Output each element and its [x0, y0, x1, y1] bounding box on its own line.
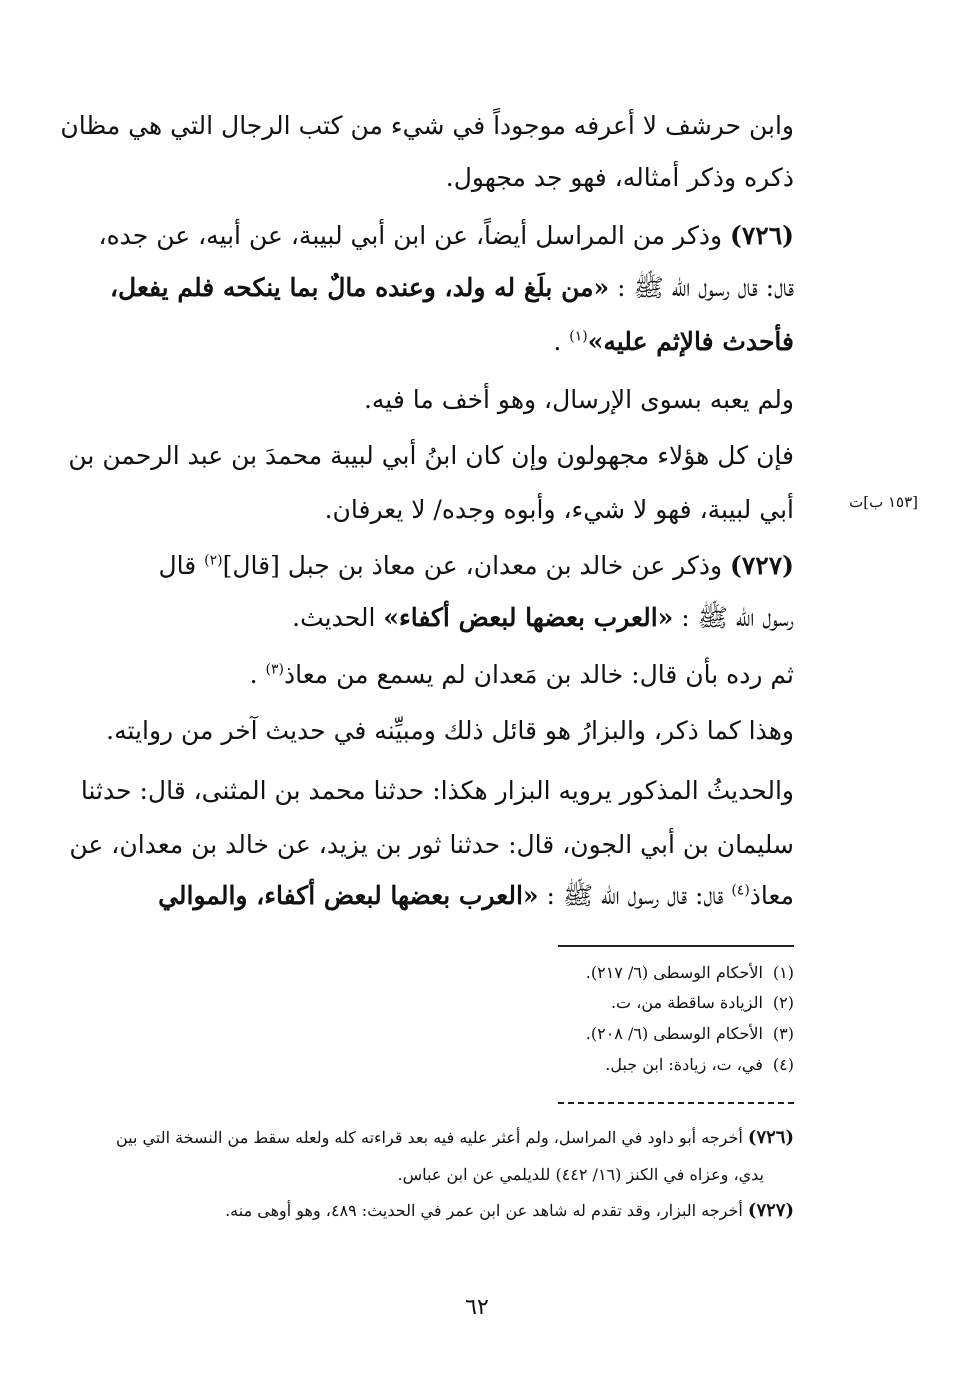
footnote-number: (٤): [772, 1055, 794, 1074]
footnote-number: (٢): [772, 993, 794, 1012]
takhrij-note-2: [154, 1198, 794, 1224]
hadith-text: «من بلَغ له ولد، وعنده مالٌ بما ينكحه فلم يفعل،: [109, 273, 610, 302]
body-line-1: [60, 106, 794, 146]
body-line-10: [164, 598, 794, 638]
body-text: أبي لبيبة، فهو لا شيء، وأبوه وجده/ لا يعرفان.: [324, 495, 794, 524]
body-line-9: [158, 546, 794, 586]
body-text: وابن حرشف لا أعرفه موجوداً في شيء من كتب الرجال التي هي مظان: [60, 111, 794, 140]
body-text: ذكره وذكر أمثاله، فهو جد مجهول.: [445, 163, 794, 192]
note-text: يدي، وعزاه في الكنز (١٦/ ٤٤٢) للديلمي عن ابن عباس.: [397, 1165, 764, 1184]
footnote-1: [194, 960, 794, 986]
footnote-number: (٣): [772, 1024, 794, 1043]
body-line-5: [164, 322, 794, 362]
hadith-number: (٧٢٦): [730, 221, 794, 250]
body-text: ولم يعبه بسوى الإرسال، وهو أخف ما فيه.: [363, 385, 794, 414]
body-line-7: [68, 436, 794, 476]
hadith-number: (٧٢٧): [730, 551, 794, 580]
body-text: .: [249, 660, 258, 689]
body-text: الحديث.: [292, 603, 376, 632]
body-text: معاذ: [749, 881, 794, 910]
body-text: والحديثُ المذكور يرويه البزار هكذا: حدثنا محمد بن المثنى، قال: حدثنا: [80, 776, 794, 805]
hadith-text: «العرب بعضها لبعض أكفاء»: [383, 603, 674, 632]
note-number: (٧٢٦): [747, 1127, 794, 1148]
note-number: (٧٢٧): [747, 1200, 794, 1221]
body-text: .: [553, 327, 562, 356]
footnote-number: (١): [772, 963, 794, 982]
body-line-15: [158, 876, 794, 916]
body-line-6: [164, 380, 794, 420]
body-line-12: [106, 711, 794, 751]
manuscript-margin-note: [١٥٣ ب]ت: [849, 493, 918, 511]
hadith-text: فأحدث فالإثم عليه»: [587, 327, 794, 356]
footnote-ref: (٢): [204, 552, 223, 569]
body-line-3: [98, 216, 794, 256]
body-line-2: [164, 158, 794, 198]
footnote-2: [194, 990, 794, 1016]
body-text: قال: [158, 551, 197, 580]
body-line-11: [164, 655, 794, 695]
page-number: ٦٢: [465, 1295, 489, 1320]
footnote-ref: (١): [569, 328, 588, 345]
body-line-13: [80, 771, 794, 811]
note-text: أخرجه أبو داود في المراسل، ولم أعثر عليه فيه بعد قراءته كله ولعله سقط من النسخة التي بين: [115, 1128, 743, 1147]
hadith-text: «العرب بعضها لبعض أكفاء، والموالي: [158, 881, 539, 910]
footnote-text: الأحكام الوسطى (٦/ ٢٠٨).: [585, 1024, 763, 1043]
note-text: أخرجه البزار، وقد تقدم له شاهد عن ابن عمر في الحديث: ٤٨٩، وهو أوهى منه.: [225, 1201, 743, 1220]
body-text: وهذا كما ذكر، والبزارُ هو قائل ذلك ومبيِّنه في حديث آخر من روايته.: [106, 716, 794, 745]
body-text: رسول الله ﷺ :: [681, 603, 794, 632]
takhrij-note-1-line-1: [115, 1125, 794, 1151]
footnote-3: [194, 1021, 794, 1047]
takhrij-note-1-line-2: [154, 1162, 764, 1188]
body-text: فإن كل هؤلاء مجهولون وإن كان ابنُ أبي لبيبة محمدَ بن عبد الرحمن بن: [68, 441, 794, 470]
body-text: وذكر عن خالد بن معدان، عن معاذ بن جبل [قال]: [222, 551, 723, 580]
footnote-ref: (٣): [265, 661, 284, 678]
footnote-text: في، ت، زيادة: ابن جبل.: [605, 1055, 763, 1074]
body-text: سليمان بن أبي الجون، قال: حدثنا ثور بن يزيد، عن خالد بن معدان، عن: [69, 830, 794, 859]
footnote-4: [194, 1052, 794, 1078]
body-line-8: [164, 490, 794, 530]
footnote-ref: (٤): [731, 882, 750, 899]
footnote-text: الزيادة ساقطة من، ت.: [610, 993, 763, 1012]
body-text: قال: قال رسول الله ﷺ :: [617, 273, 794, 302]
notes-separator: [558, 1102, 794, 1104]
body-text: ثم رده بأن قال: خالد بن مَعدان لم يسمع من معاذ: [283, 660, 794, 689]
body-text: وذكر من المراسل أيضاً، عن ابن أبي لبيبة، عن أبيه، عن جده،: [98, 221, 723, 250]
body-text: قال: قال رسول الله ﷺ :: [546, 881, 724, 910]
body-line-4: [109, 268, 794, 308]
body-line-14: [69, 825, 794, 865]
footnote-separator: [558, 945, 794, 947]
footnote-text: الأحكام الوسطى (٦/ ٢١٧).: [585, 963, 763, 982]
